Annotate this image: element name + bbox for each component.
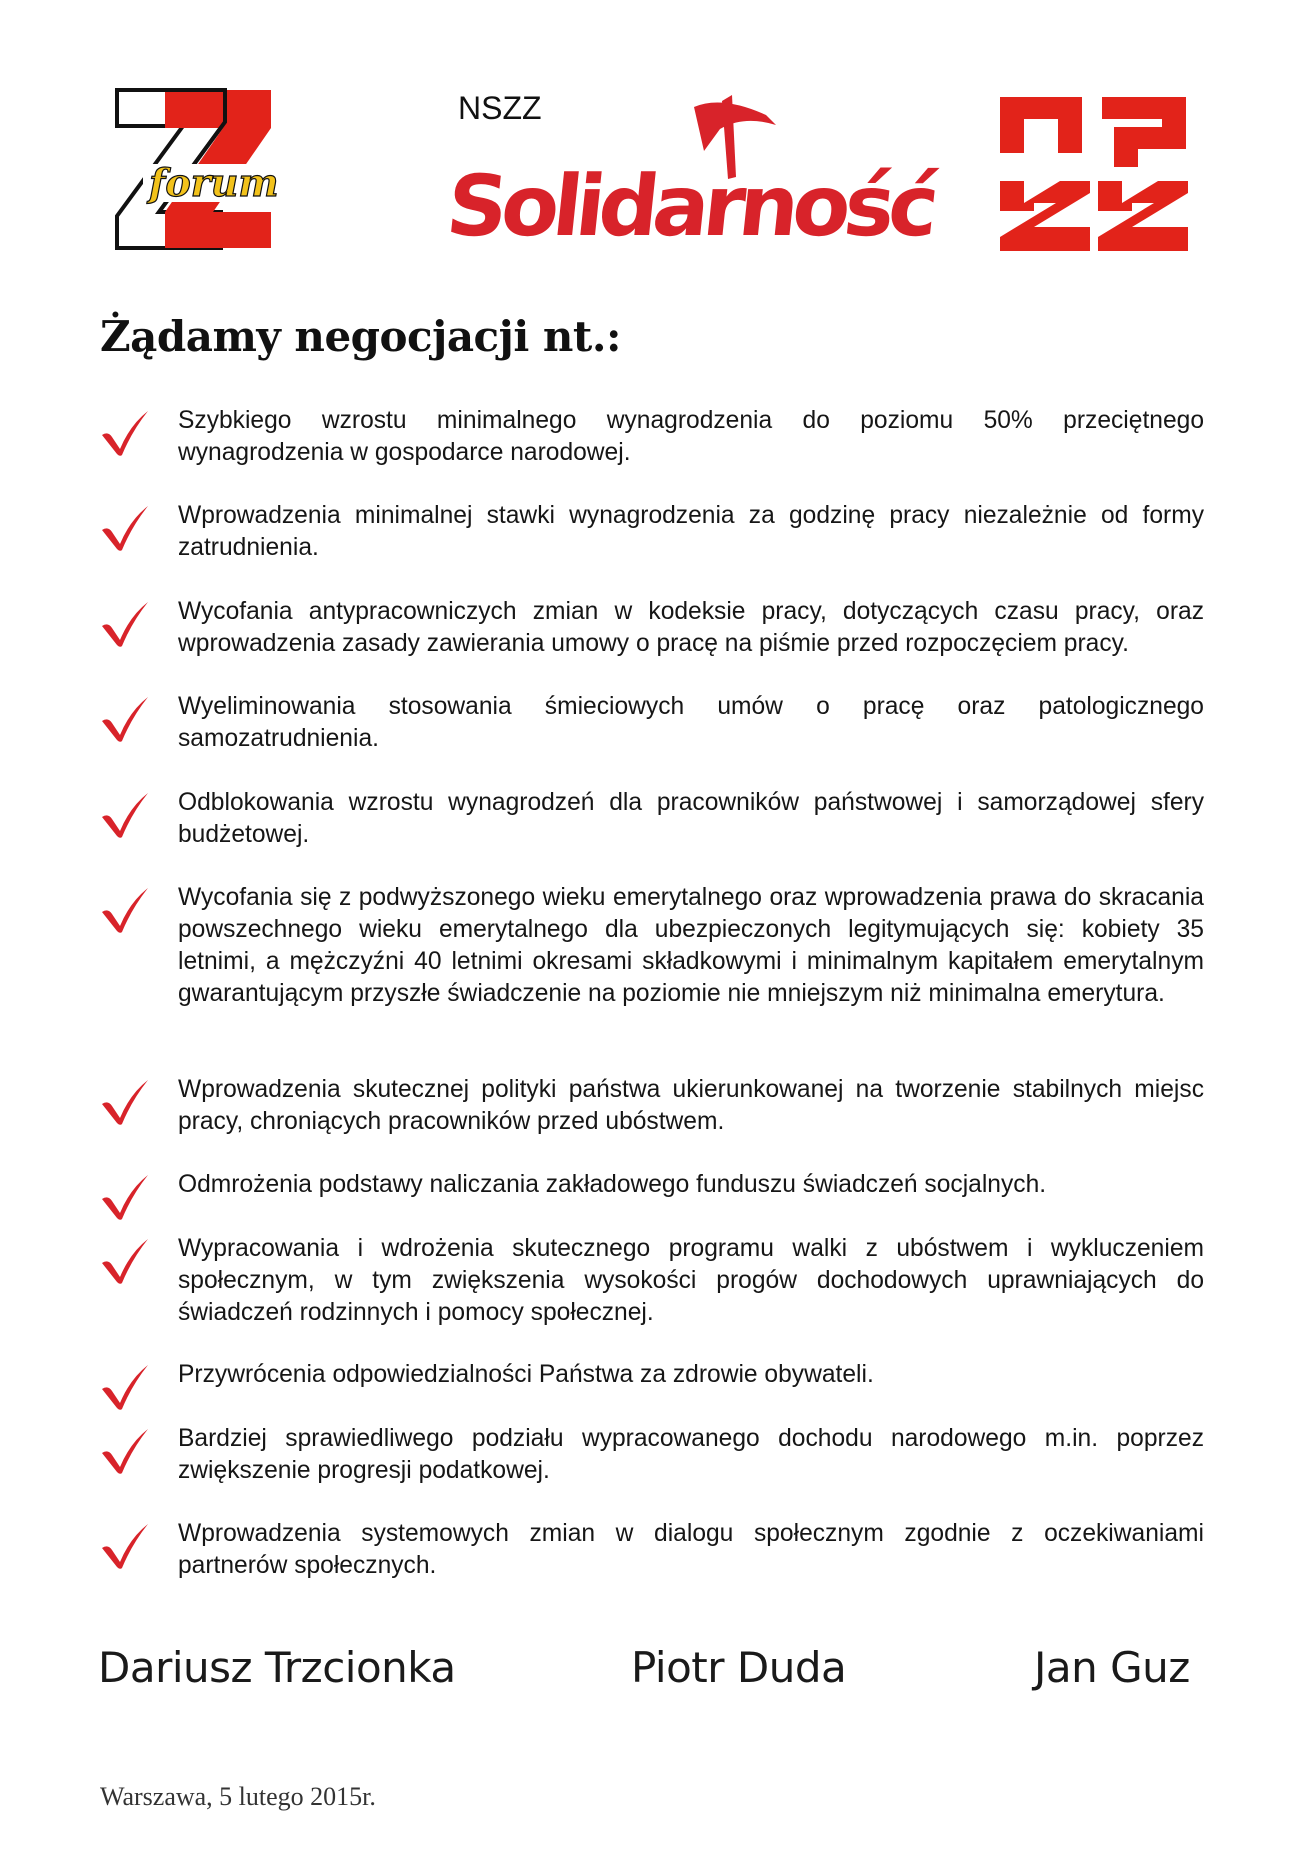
demand-text: Szybkiego wzrostu minimalnego wynagrodzenia do poziomu 50% przeciętnego wynagrodzenia w gospodarce narodowej. <box>178 407 1204 466</box>
solidarnosc-logo <box>442 85 938 270</box>
checkmark-icon <box>100 502 150 552</box>
page-heading: Żądamy negocjacji nt.: <box>100 312 621 361</box>
opzz-logo <box>998 93 1190 256</box>
demand-text: Przywrócenia odpowiedzialności Państwa za zdrowie obywateli. <box>178 1361 874 1388</box>
demand-text: Wprowadzenia minimalnej stawki wynagrodzenia za godzinę pracy niezależnie od formy zatrudnienia. <box>178 502 1204 561</box>
demand-text: Bardziej sprawiedliwego podziału wypracowanego dochodu narodowego m.in. poprzez zwiększenie progresji podatkowej. <box>178 1425 1204 1484</box>
nszz-prefix: NSZZ <box>458 90 542 126</box>
checkmark-icon <box>100 1171 150 1221</box>
forum-logo-text: forum <box>149 160 279 205</box>
forum-zz-logo <box>113 88 279 252</box>
checkmark-icon <box>100 1520 150 1570</box>
checkmark-icon <box>100 789 150 839</box>
demand-text: Wyeliminowania stosowania śmieciowych umów o pracę oraz patologicznego samozatrudnienia. <box>178 693 1204 752</box>
checkmark-icon <box>100 1235 150 1285</box>
checkmark-icon <box>100 1361 150 1411</box>
forum-zz-logo-icon <box>113 88 279 252</box>
demand-text: Wprowadzenia skutecznej polityki państwa ukierunkowanej na tworzenie stabilnych miejsc pracy, chroniących pracowników przed ubóstwem. <box>178 1076 1204 1135</box>
checkmark-icon <box>100 1425 150 1475</box>
signature-piotr-duda: Piotr Duda <box>631 1643 847 1692</box>
checkmark-icon <box>100 884 150 934</box>
checkmark-icon <box>100 598 150 648</box>
demand-text: Wycofania się z podwyższonego wieku emerytalnego oraz wprowadzenia prawa do skracania powszechnego wieku emerytalnego dla ubezpieczonych legitymujących się: kobiety 35 letnimi, a mężczyźni 40 letnimi okresami składkowymi i minimalnym kapitałem emerytalnym gwarantującym przyszłe świadczenie na poziomie nie mniejszym niż minimalna emerytura. <box>178 884 1204 1007</box>
opzz-logo-icon <box>998 93 1190 256</box>
demand-text: Wprowadzenia systemowych zmian w dialogu społecznym zgodnie z oczekiwaniami partnerów społecznych. <box>178 1520 1204 1579</box>
signature-dariusz-trzcionka: Dariusz Trzcionka <box>98 1643 456 1692</box>
demand-text: Odblokowania wzrostu wynagrodzeń dla pracowników państwowej i samorządowej sfery budżetowej. <box>178 789 1204 848</box>
demand-text: Odmrożenia podstawy naliczania zakładowego funduszu świadczeń socjalnych. <box>178 1171 1047 1198</box>
checkmark-icon <box>100 407 150 457</box>
checkmark-icon <box>100 1076 150 1126</box>
solidarnosc-wordmark: Solidarność <box>442 157 938 255</box>
checkmark-icon <box>100 693 150 743</box>
place-date: Warszawa, 5 lutego 2015r. <box>100 1782 376 1811</box>
demand-text: Wycofania antypracowniczych zmian w kodeksie pracy, dotyczących czasu pracy, oraz wprowadzenia zasady zawierania umowy o pracę na piśmie przed rozpoczęciem pracy. <box>178 598 1204 657</box>
solidarnosc-logo-icon <box>442 85 938 270</box>
signature-jan-guz: Jan Guz <box>1034 1643 1190 1692</box>
demand-text: Wypracowania i wdrożenia skutecznego programu walki z ubóstwem i wykluczeniem społecznym, w tym zwiększenia wysokości progów dochodowych uprawniających do świadczeń rodzinnych i pomocy społecznej. <box>178 1235 1204 1326</box>
